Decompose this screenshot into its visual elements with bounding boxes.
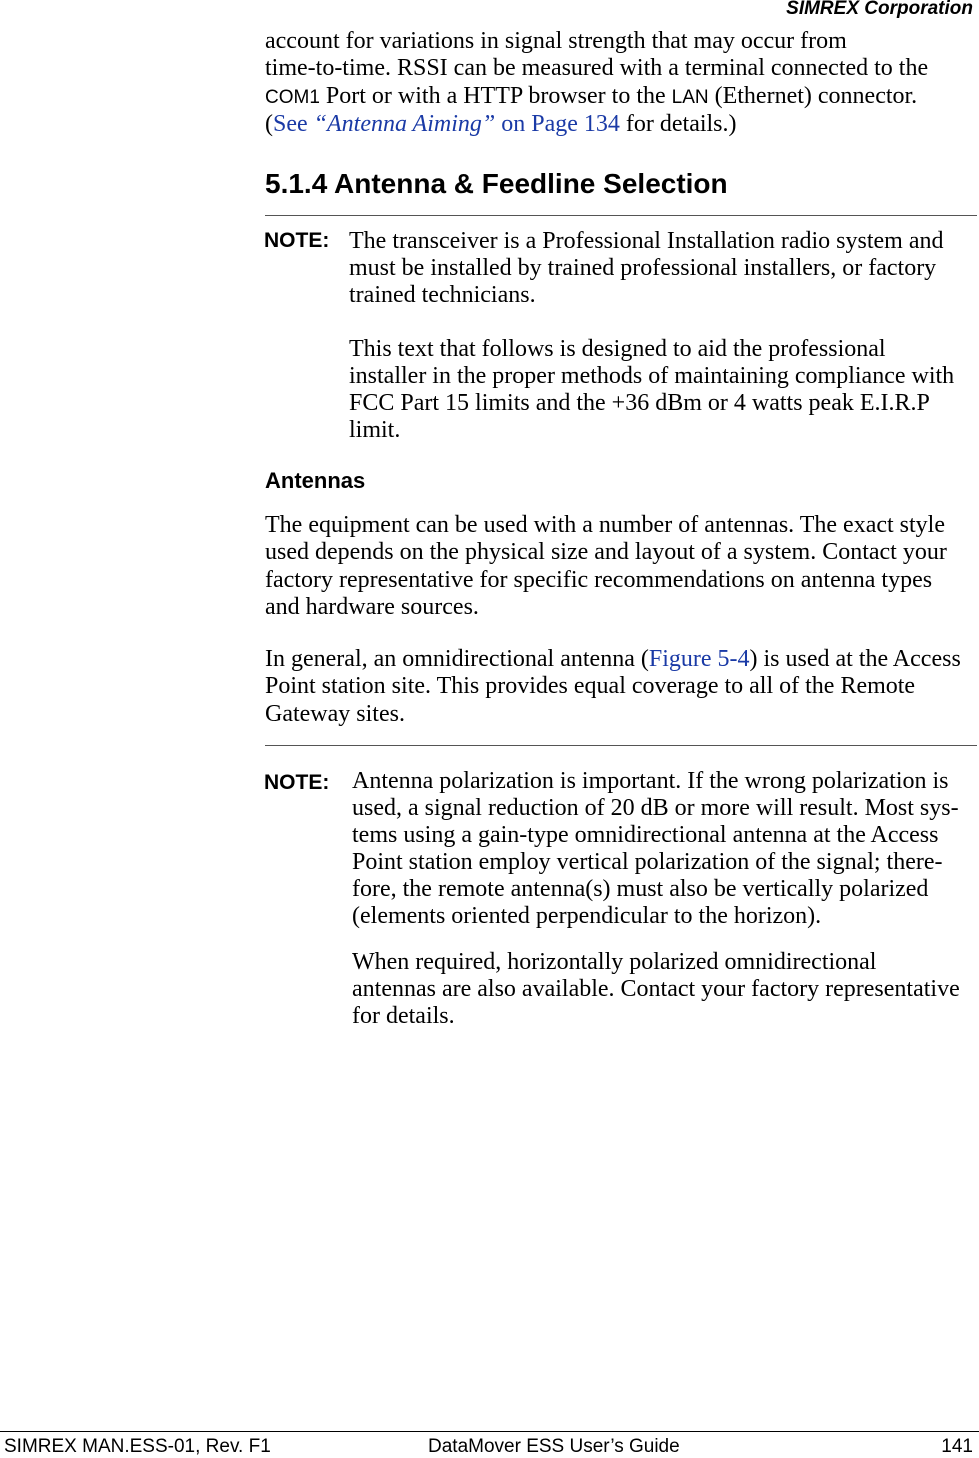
running-header-company: SIMREX Corporation — [786, 0, 973, 19]
intro-text: Port or with a HTTP browser to the — [319, 82, 672, 109]
body-line: and hardware sources. — [265, 593, 479, 620]
note-paragraph — [349, 336, 977, 444]
intro-line: time-to-time. RSSI can be measured with a terminal connected to the — [265, 55, 929, 82]
note-top-rule — [265, 745, 977, 746]
antennas-paragraph — [265, 512, 977, 621]
body-text: In general, an omnidirectional antenna ( — [265, 646, 649, 672]
note-line: Point station employ vertical polarization of the signal; there- — [352, 849, 943, 875]
antennas-heading: Antennas — [265, 468, 366, 493]
note-paragraph — [352, 768, 979, 930]
note-line: must be installed by trained professional installers, or factory — [349, 255, 937, 281]
lan-term: LAN — [671, 86, 709, 108]
xref-title: “Antenna Aiming” — [313, 110, 496, 137]
footer-guide-title: DataMover ESS User’s Guide — [428, 1436, 680, 1457]
body-line: used depends on the physical size and layout of a system. Contact your — [265, 539, 947, 566]
antenna-aiming-cross-reference-link[interactable] — [273, 111, 620, 137]
note-line: When required, horizontally polarized omnidirectional — [352, 949, 877, 975]
note-line: limit. — [349, 417, 401, 443]
xref-see: See — [273, 110, 314, 137]
note-line: Antenna polarization is important. If the wrong polarization is — [352, 768, 949, 794]
intro-line: account for variations in signal strength that may occur from — [265, 28, 847, 54]
note-label: NOTE: — [264, 229, 330, 252]
note-line: fore, the remote antenna(s) must also be vertically polarized — [352, 876, 929, 902]
xref-page: on Page 134 — [495, 110, 620, 137]
footer-rule — [0, 1431, 979, 1432]
note-line: FCC Part 15 limits and the +36 dBm or 4 watts peak E.I.R.P — [349, 390, 930, 416]
note-line: for details. — [352, 1003, 455, 1029]
figure-5-4-link[interactable]: Figure 5-4 — [648, 646, 750, 672]
intro-paragraph — [265, 28, 977, 138]
note-line: used, a signal reduction of 20 dB or more will result. Most sys- — [352, 795, 959, 821]
note-line: This text that follows is designed to aid the professional — [349, 336, 886, 362]
body-line: Gateway sites. — [265, 700, 405, 727]
com1-port-term: COM1 — [265, 86, 320, 108]
intro-line — [265, 111, 977, 138]
note-line: tems using a gain-type omnidirectional antenna at the Access — [352, 822, 939, 848]
note-line: trained technicians. — [349, 282, 536, 308]
body-line: factory representative for specific recommendations on antenna types — [265, 566, 933, 593]
note-paragraph — [349, 228, 977, 309]
intro-line — [265, 83, 977, 111]
note-line: (elements oriented perpendicular to the horizon). — [352, 903, 822, 929]
body-line — [265, 646, 977, 673]
section-heading: 5.1.4 Antenna & Feedline Selection — [265, 168, 728, 199]
footer-page-number: 141 — [941, 1436, 973, 1457]
note-line: installer in the proper methods of maintaining compliance with — [349, 363, 955, 389]
body-line: Point station site. This provides equal coverage to all of the Remote — [265, 673, 916, 700]
body-text: ) is used at the Access — [749, 646, 961, 672]
note-line: antennas are also available. Contact your factory representative — [352, 976, 960, 1002]
antennas-paragraph — [265, 646, 977, 728]
body-line: The equipment can be used with a number of antennas. The exact style — [265, 512, 945, 538]
footer-document-id: SIMREX MAN.ESS-01, Rev. F1 — [4, 1436, 271, 1457]
note-line: The transceiver is a Professional Installation radio system and — [349, 228, 944, 254]
note-paragraph — [352, 949, 979, 1030]
note-top-rule — [265, 215, 977, 216]
intro-text: (Ethernet) connector. — [708, 82, 918, 109]
note-label: NOTE: — [264, 771, 330, 794]
intro-text: for details.) — [619, 110, 737, 137]
intro-text: ( — [265, 110, 273, 137]
